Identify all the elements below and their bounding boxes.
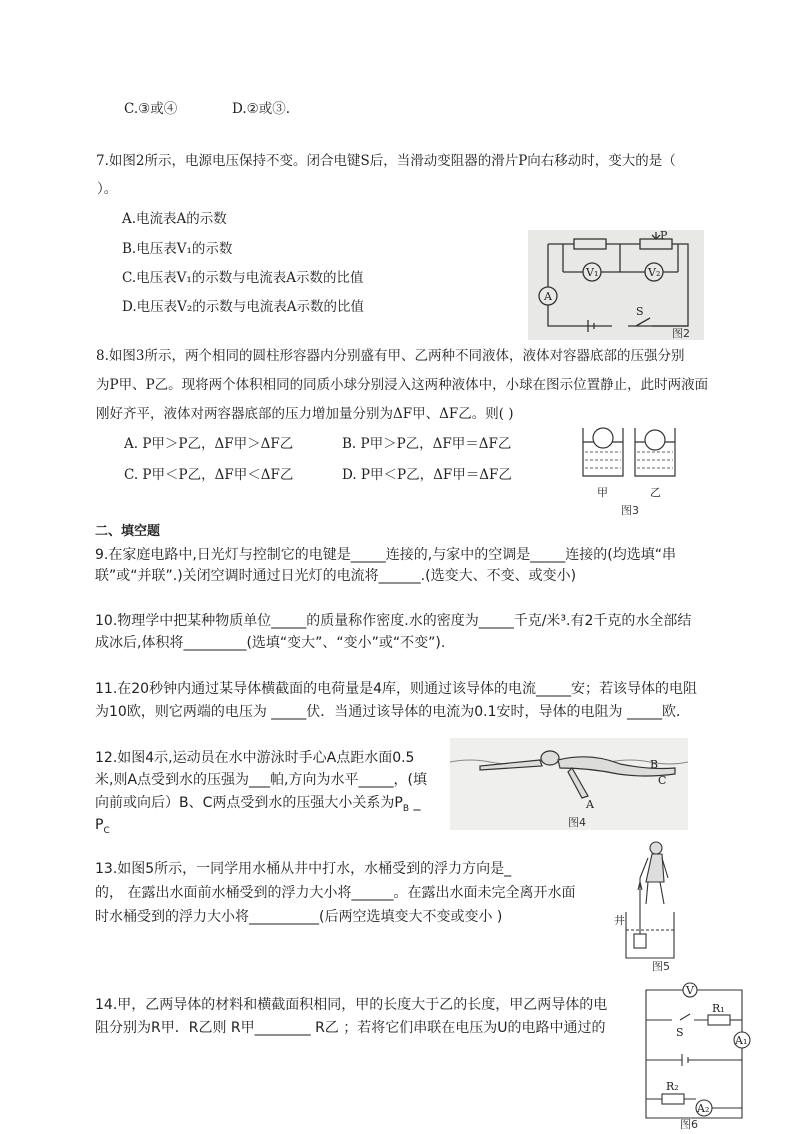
q8-stem-line3: 刚好齐平，液体对两容器底部的压力增加量分别为ΔF甲、ΔF乙。则( ): [96, 406, 514, 422]
figure-5-well: [612, 838, 688, 974]
fig2-caption: 图2: [672, 327, 690, 340]
q6-option-c: C.③或④: [124, 101, 178, 117]
fig2-label-v1: V₁: [586, 266, 599, 279]
q11-line2: 为10欧，则它两端的电压为 _____伏．当通过该导体的电流为0.1安时，导体的电阻为 _____欧．: [95, 704, 690, 720]
q11-line1: 11.在20秒钟内通过某导体横截面的电荷量是4库，则通过该导体的电流_____安；若该导体的电阻: [95, 681, 697, 697]
q8-option-c: C. P甲＜P乙，ΔF甲＜ΔF乙: [124, 467, 294, 483]
fig2-label-a: A: [544, 290, 552, 303]
q12-line2: 米,则A点受到水的压强为___帕,方向为水平_____，(填: [95, 772, 427, 788]
q7-option-d: D.电压表V₂的示数与电流表A示数的比值: [122, 299, 365, 315]
fig6-label-s: S: [676, 1026, 684, 1039]
q14-line2: 阻分别为R甲．R乙则 R甲________ R乙 ；若将它们串联在电压为U的电路中通过的: [95, 1020, 606, 1036]
q9-line2: 联”或“并联”.)关闭空调时通过日光灯的电流将______.(选变大、不变、或变小): [95, 568, 577, 584]
q7-option-b: B.电压表V₁的示数: [122, 241, 233, 257]
fig2-label-s: S: [636, 305, 644, 318]
figure-2-circuit: [528, 230, 704, 340]
fig4-label-c: C: [658, 774, 667, 787]
fig6-label-r2: R₂: [666, 1080, 679, 1093]
figure-6-circuit: [632, 980, 758, 1130]
fig6-label-v: V: [686, 984, 694, 997]
fig5-label-well: 井: [614, 914, 625, 927]
q14-line1: 14.甲，乙两导体的材料和横截面积相同，甲的长度大于乙的长度，甲乙两导体的电: [95, 997, 608, 1013]
q12-line3: 向前或向后）B、C两点受到水的压强大小关系为$P_B$ _: [95, 795, 421, 814]
fig4-label-b: B: [650, 758, 659, 771]
q13-line3: 时水桶受到的浮力大小将__________(后两空选填变大不变或变小 ): [95, 909, 503, 925]
q8-stem-line2: 为P甲、P乙。现将两个体积相同的同质小球分别浸入这两种液体中，小球在图示位置静止，此时两液面: [96, 377, 709, 393]
fig6-label-a2: A₂: [697, 1102, 710, 1115]
q9-line1: 9.在家庭电路中,日光灯与控制它的电键是_____连接的,与家中的空调是_____连接的(均选填“串: [95, 547, 676, 563]
q7-stem-line2: ）。: [97, 181, 118, 197]
section-heading-fill-in: 二、填空题: [95, 524, 161, 539]
q13-line1: 13.如图5所示，一同学用水桶从井中打水，水桶受到的浮力方向是_: [95, 861, 512, 877]
q10-line2: 成冰后,体积将_________(选填“变大”、“变小”或“不变”).: [95, 635, 446, 651]
figure-3-containers: [575, 420, 685, 520]
fig4-caption: 图4: [568, 816, 586, 829]
q6-option-d: D.②或③.: [232, 101, 291, 117]
q7-option-a: A.电流表A的示数: [122, 211, 227, 227]
q8-stem-line1: 8.如图3所示，两个相同的圆柱形容器内分别盛有甲、乙两种不同液体，液体对容器底部的压强分别: [96, 348, 685, 364]
q8-option-b: B. P甲＞P乙，ΔF甲＝ΔF乙: [342, 436, 512, 452]
q10-line1: 10.物理学中把某种物质单位_____的质量称作密度.水的密度为_____千克/米³.有2千克的水全部结: [95, 613, 692, 629]
fig5-caption: 图5: [652, 960, 670, 973]
fig3-caption: 图3: [621, 504, 639, 517]
fig2-label-p: P: [660, 230, 668, 242]
fig4-label-a: A: [586, 798, 594, 811]
fig3-label-jia: 甲: [597, 486, 608, 499]
pb-subscript: B: [402, 803, 410, 814]
pc-subscript: C: [103, 825, 110, 836]
q8-option-d: D. P甲＜P乙，ΔF甲＝ΔF乙: [342, 467, 512, 483]
fig2-label-v2: V₂: [648, 266, 661, 279]
fig6-caption: 图6: [680, 1118, 698, 1130]
fig6-label-r1: R₁: [712, 1002, 725, 1015]
q7-option-c: C.电压表V₁的示数与电流表A示数的比值: [122, 270, 364, 286]
q8-option-a: A. P甲＞P乙，ΔF甲＞ΔF乙: [124, 436, 294, 452]
fig3-label-yi: 乙: [650, 486, 661, 499]
q12-line4: $P_C$: [95, 817, 110, 836]
fig6-label-a1: A₁: [735, 1034, 748, 1047]
q12-line1: 12.如图4示,运动员在水中游泳时手心A点距水面0.5: [95, 750, 415, 766]
q7-stem-line1: 7.如图2所示，电源电压保持不变。闭合电键S后，当滑动变阻器的滑片P向右移动时，变大的是（: [96, 153, 676, 169]
q13-line2: 的， 在露出水面前水桶受到的浮力大小将______。在露出水面未完全离开水面: [95, 885, 576, 901]
figure-4-swimmer: [450, 738, 688, 830]
